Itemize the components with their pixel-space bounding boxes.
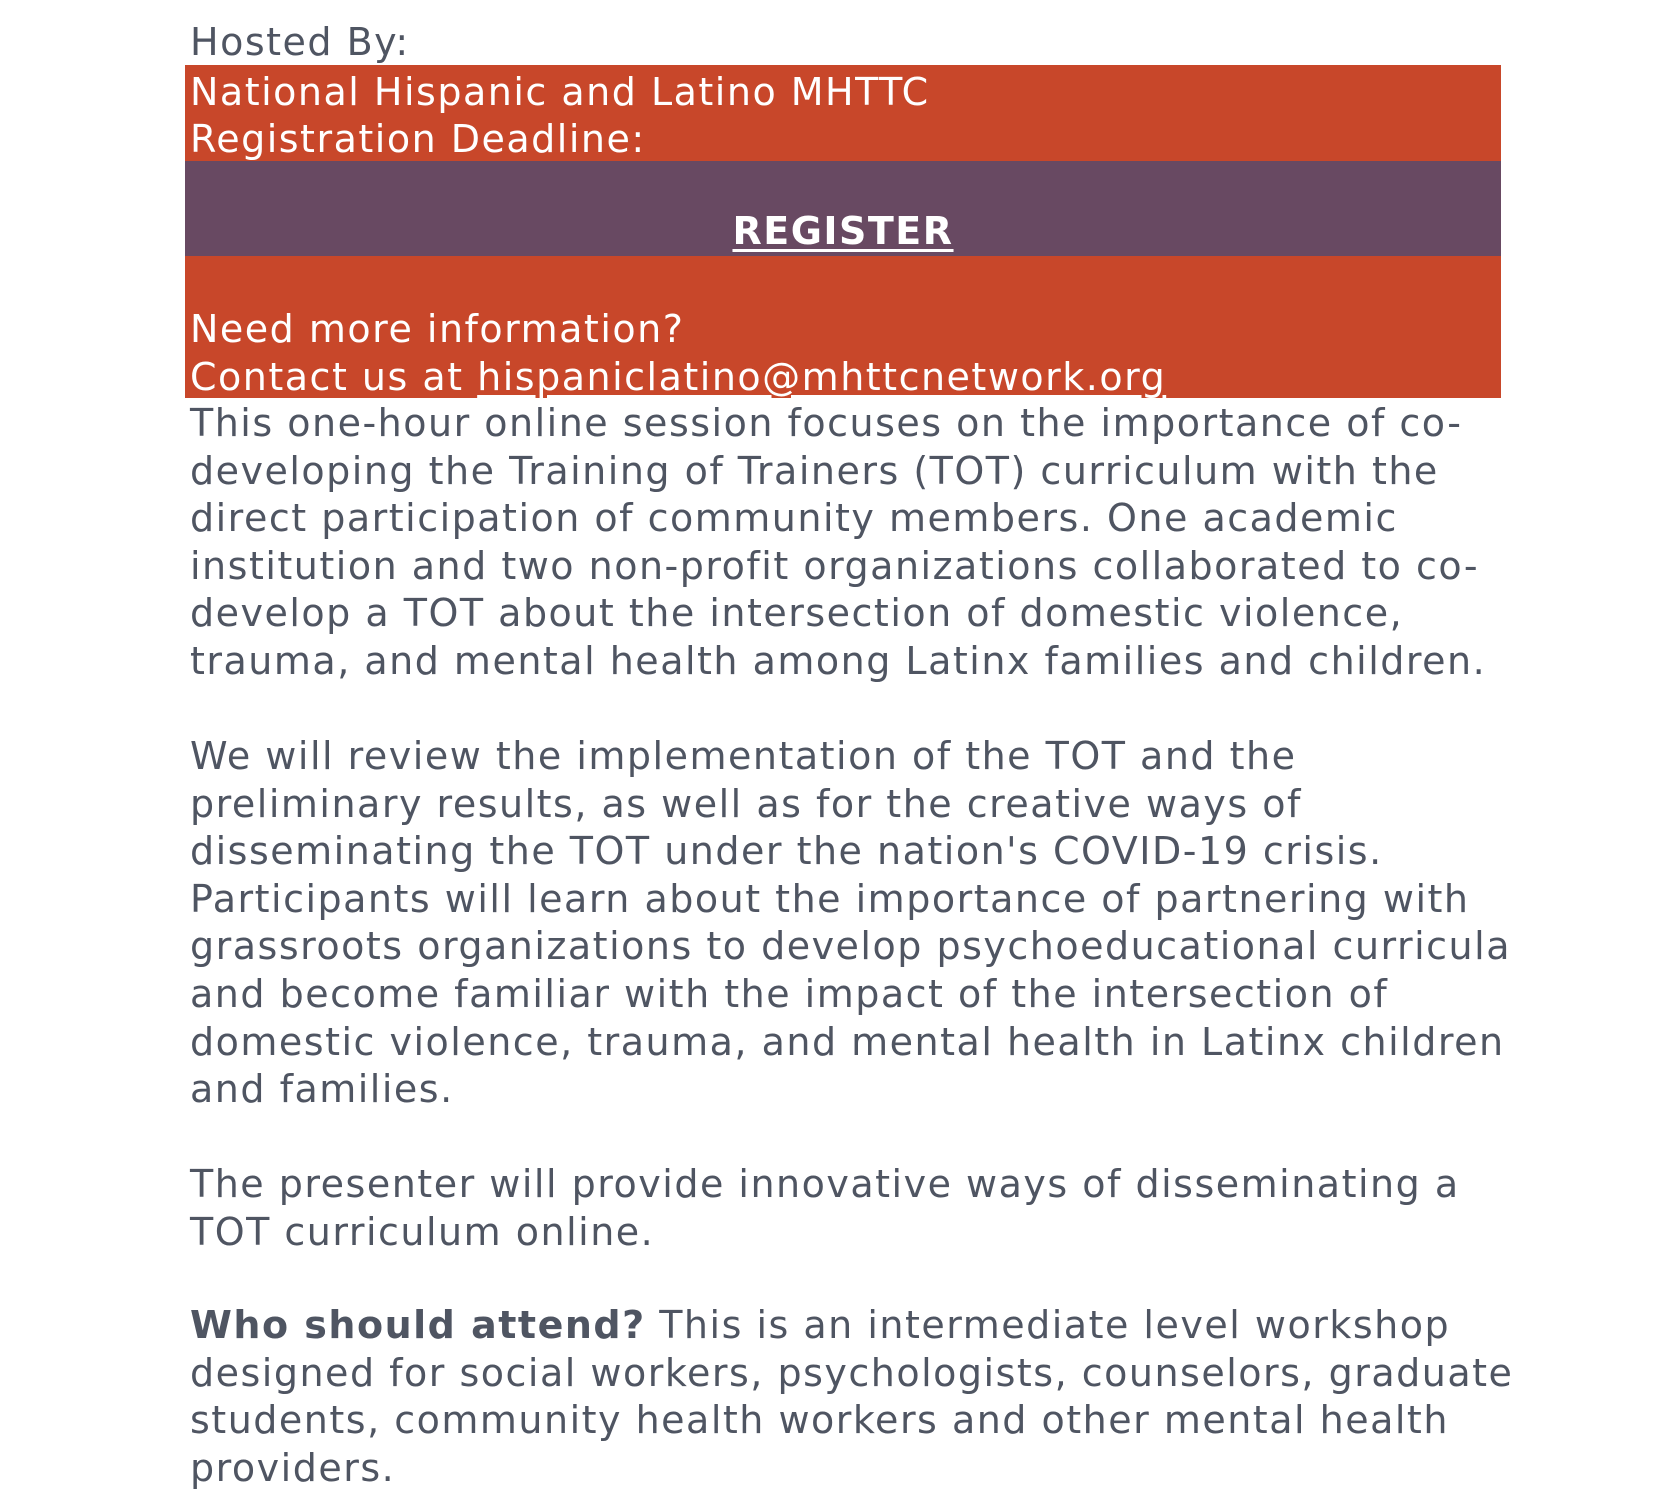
contact-line — [190, 353, 1166, 401]
description-paragraph-2: We will review the implementation of the TOT and the preliminary results, as well as for the creative ways of disseminating the TOT under the nation's COVID-19 crisis. Participants will learn about the importance of partnering with grassroots organizations to develop psychoeducational curricula and become familiar with the impact of the intersection of domestic violence, trauma, and mental health in Latinx children and families. — [190, 734, 1511, 1112]
hosted-by-label: Hosted By: — [190, 20, 410, 64]
audience-text: This is an intermediate level workshop designed for social workers, psychologists, counselors, graduate students, community health workers and other mental health providers. — [190, 1303, 1514, 1490]
contact-email-link[interactable]: hispaniclatino@mhttcnetwork.org — [477, 355, 1167, 399]
audience-paragraph — [190, 1302, 1520, 1492]
more-info-question: Need more information? — [190, 307, 685, 351]
host-name: National Hispanic and Latino MHTTC — [190, 70, 930, 114]
description-paragraph-1: This one-hour online session focuses on the importance of co-developing the Training of Trainers (TOT) curriculum with the direct participation of community members. One academic institution and two non-profit organizations collaborated to co-develop a TOT about the intersection of domestic violence, trauma, and mental health among Latinx families and children. — [190, 401, 1487, 683]
who-should-attend-heading: Who should attend? — [190, 1303, 646, 1347]
host-banner — [185, 65, 1501, 161]
register-link[interactable]: REGISTER — [732, 209, 954, 253]
register-banner — [185, 161, 1501, 256]
registration-deadline-label: Registration Deadline: — [190, 117, 646, 161]
contact-banner — [185, 256, 1501, 398]
description-paragraph-3: The presenter will provide innovative ways of disseminating a TOT curriculum online. — [190, 1162, 1460, 1254]
contact-prefix: Contact us at — [190, 355, 478, 399]
